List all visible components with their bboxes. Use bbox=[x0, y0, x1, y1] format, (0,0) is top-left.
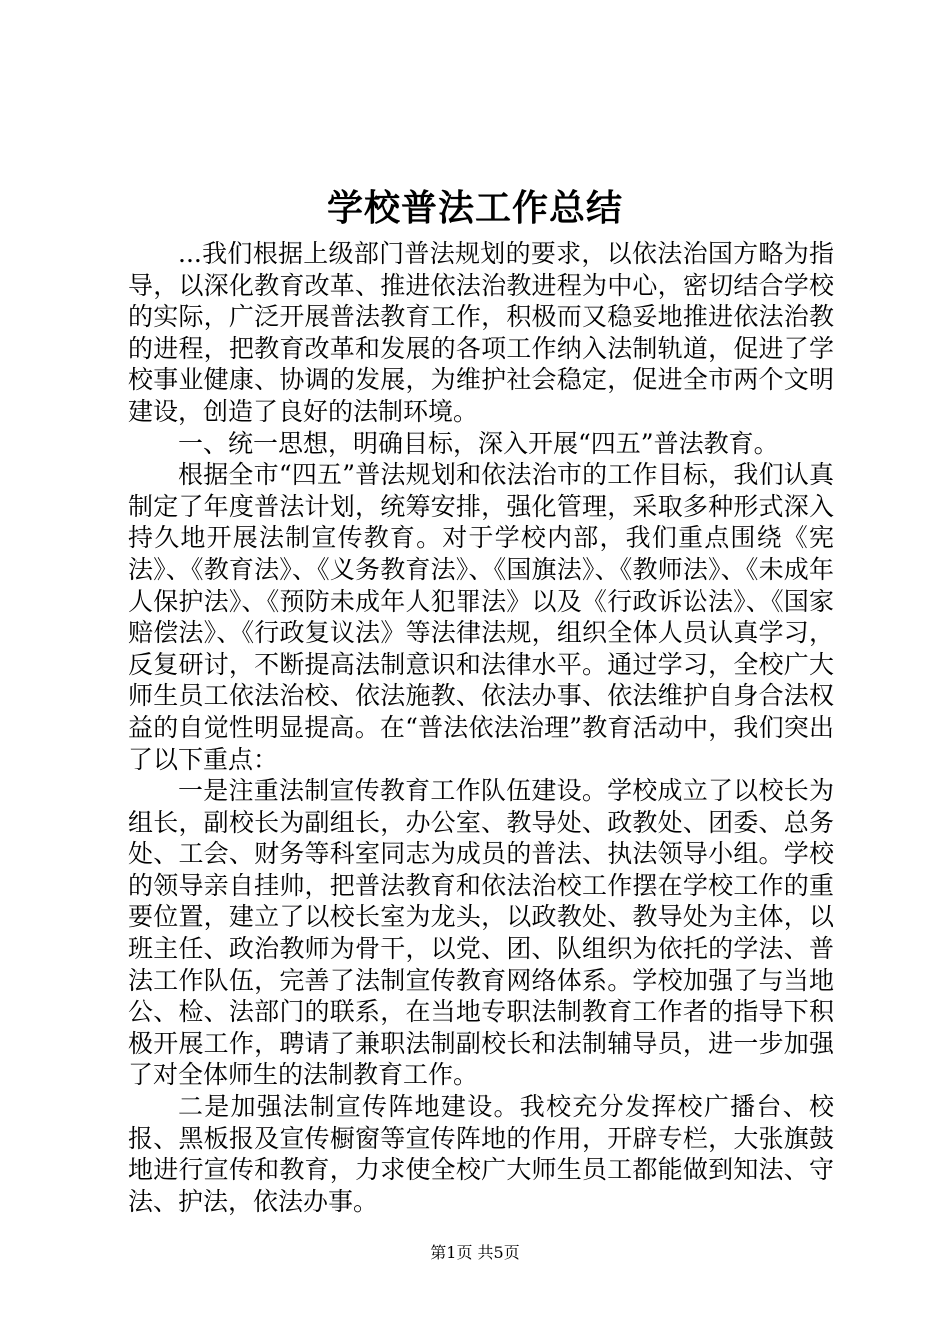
paragraph-team-building: 一是注重法制宣传教育工作队伍建设。学校成立了以校长为组长，副校长为副组长，办公室、教导处、政教处、团委、总务处、工会、财务等科室同志为成员的普法、执法领导小组。学校的领导亲自挂帅，把普法教育和依法治校工作摆在学校工作的重要位置，建立了以校长室为龙头，以政教处、教导处为主体，以班主任、政治教师为骨干，以党、团、队组织为依托的学法、普法工作队伍，完善了法制宣传教育网络体系。学校加强了与当地公、检、法部门的联系，在当地专职法制教育工作者的指导下积极开展工作，聘请了兼职法制副校长和法制辅导员，进一步加强了对全体师生的法制教育工作。 bbox=[128, 776, 834, 1090]
paragraph-section-heading: 一、统一思想，明确目标，深入开展“四五”普法教育。 bbox=[178, 428, 779, 458]
paragraph-plan: 根据全市“四五”普法规划和依法治市的工作目标，我们认真制定了年度普法计划，统筹安排，强化管理，采取多种形式深入持久地开展法制宣传教育。对于学校内部，我们重点围绕《宪法》、《教育法》、《义务教育法》、《国旗法》、《教师法》、《未成年人保护法》、《预防未成年人犯罪法》以及《行政诉讼法》、《国家赔偿法》、《行政复议法》等法律法规，组织全体人员认真学习，反复研讨，不断提高法制意识和法律水平。通过学习，全校广大师生员工依法治校、依法施教、依法办事、依法维护自身合法权益的自觉性明显提高。在“普法依法治理”教育活动中，我们突出了以下重点： bbox=[128, 460, 834, 774]
document-title: 学校普法工作总结 bbox=[326, 187, 623, 229]
document-body bbox=[128, 238, 834, 1217]
paragraph-propaganda: 二是加强法制宣传阵地建设。我校充分发挥校广播台、校报、黑板报及宣传橱窗等宣传阵地的作用，开辟专栏，大张旗鼓地进行宣传和教育，力求使全校广大师生员工都能做到知法、守法、护法，依法办事。 bbox=[128, 1092, 834, 1216]
paragraph-intro: ...我们根据上级部门普法规划的要求，以依法治国方略为指导，以深化教育改革、推进依法治教进程为中心，密切结合学校的实际，广泛开展普法教育工作，积极而又稳妥地推进依法治教的进程，把教育改革和发展的各项工作纳入法制轨道，促进了学校事业健康、协调的发展，为维护社会稳定，促进全市两个文明建设，创造了良好的法制环境。 bbox=[128, 239, 834, 426]
page-footer: 第1页 共5页 bbox=[430, 1243, 520, 1262]
